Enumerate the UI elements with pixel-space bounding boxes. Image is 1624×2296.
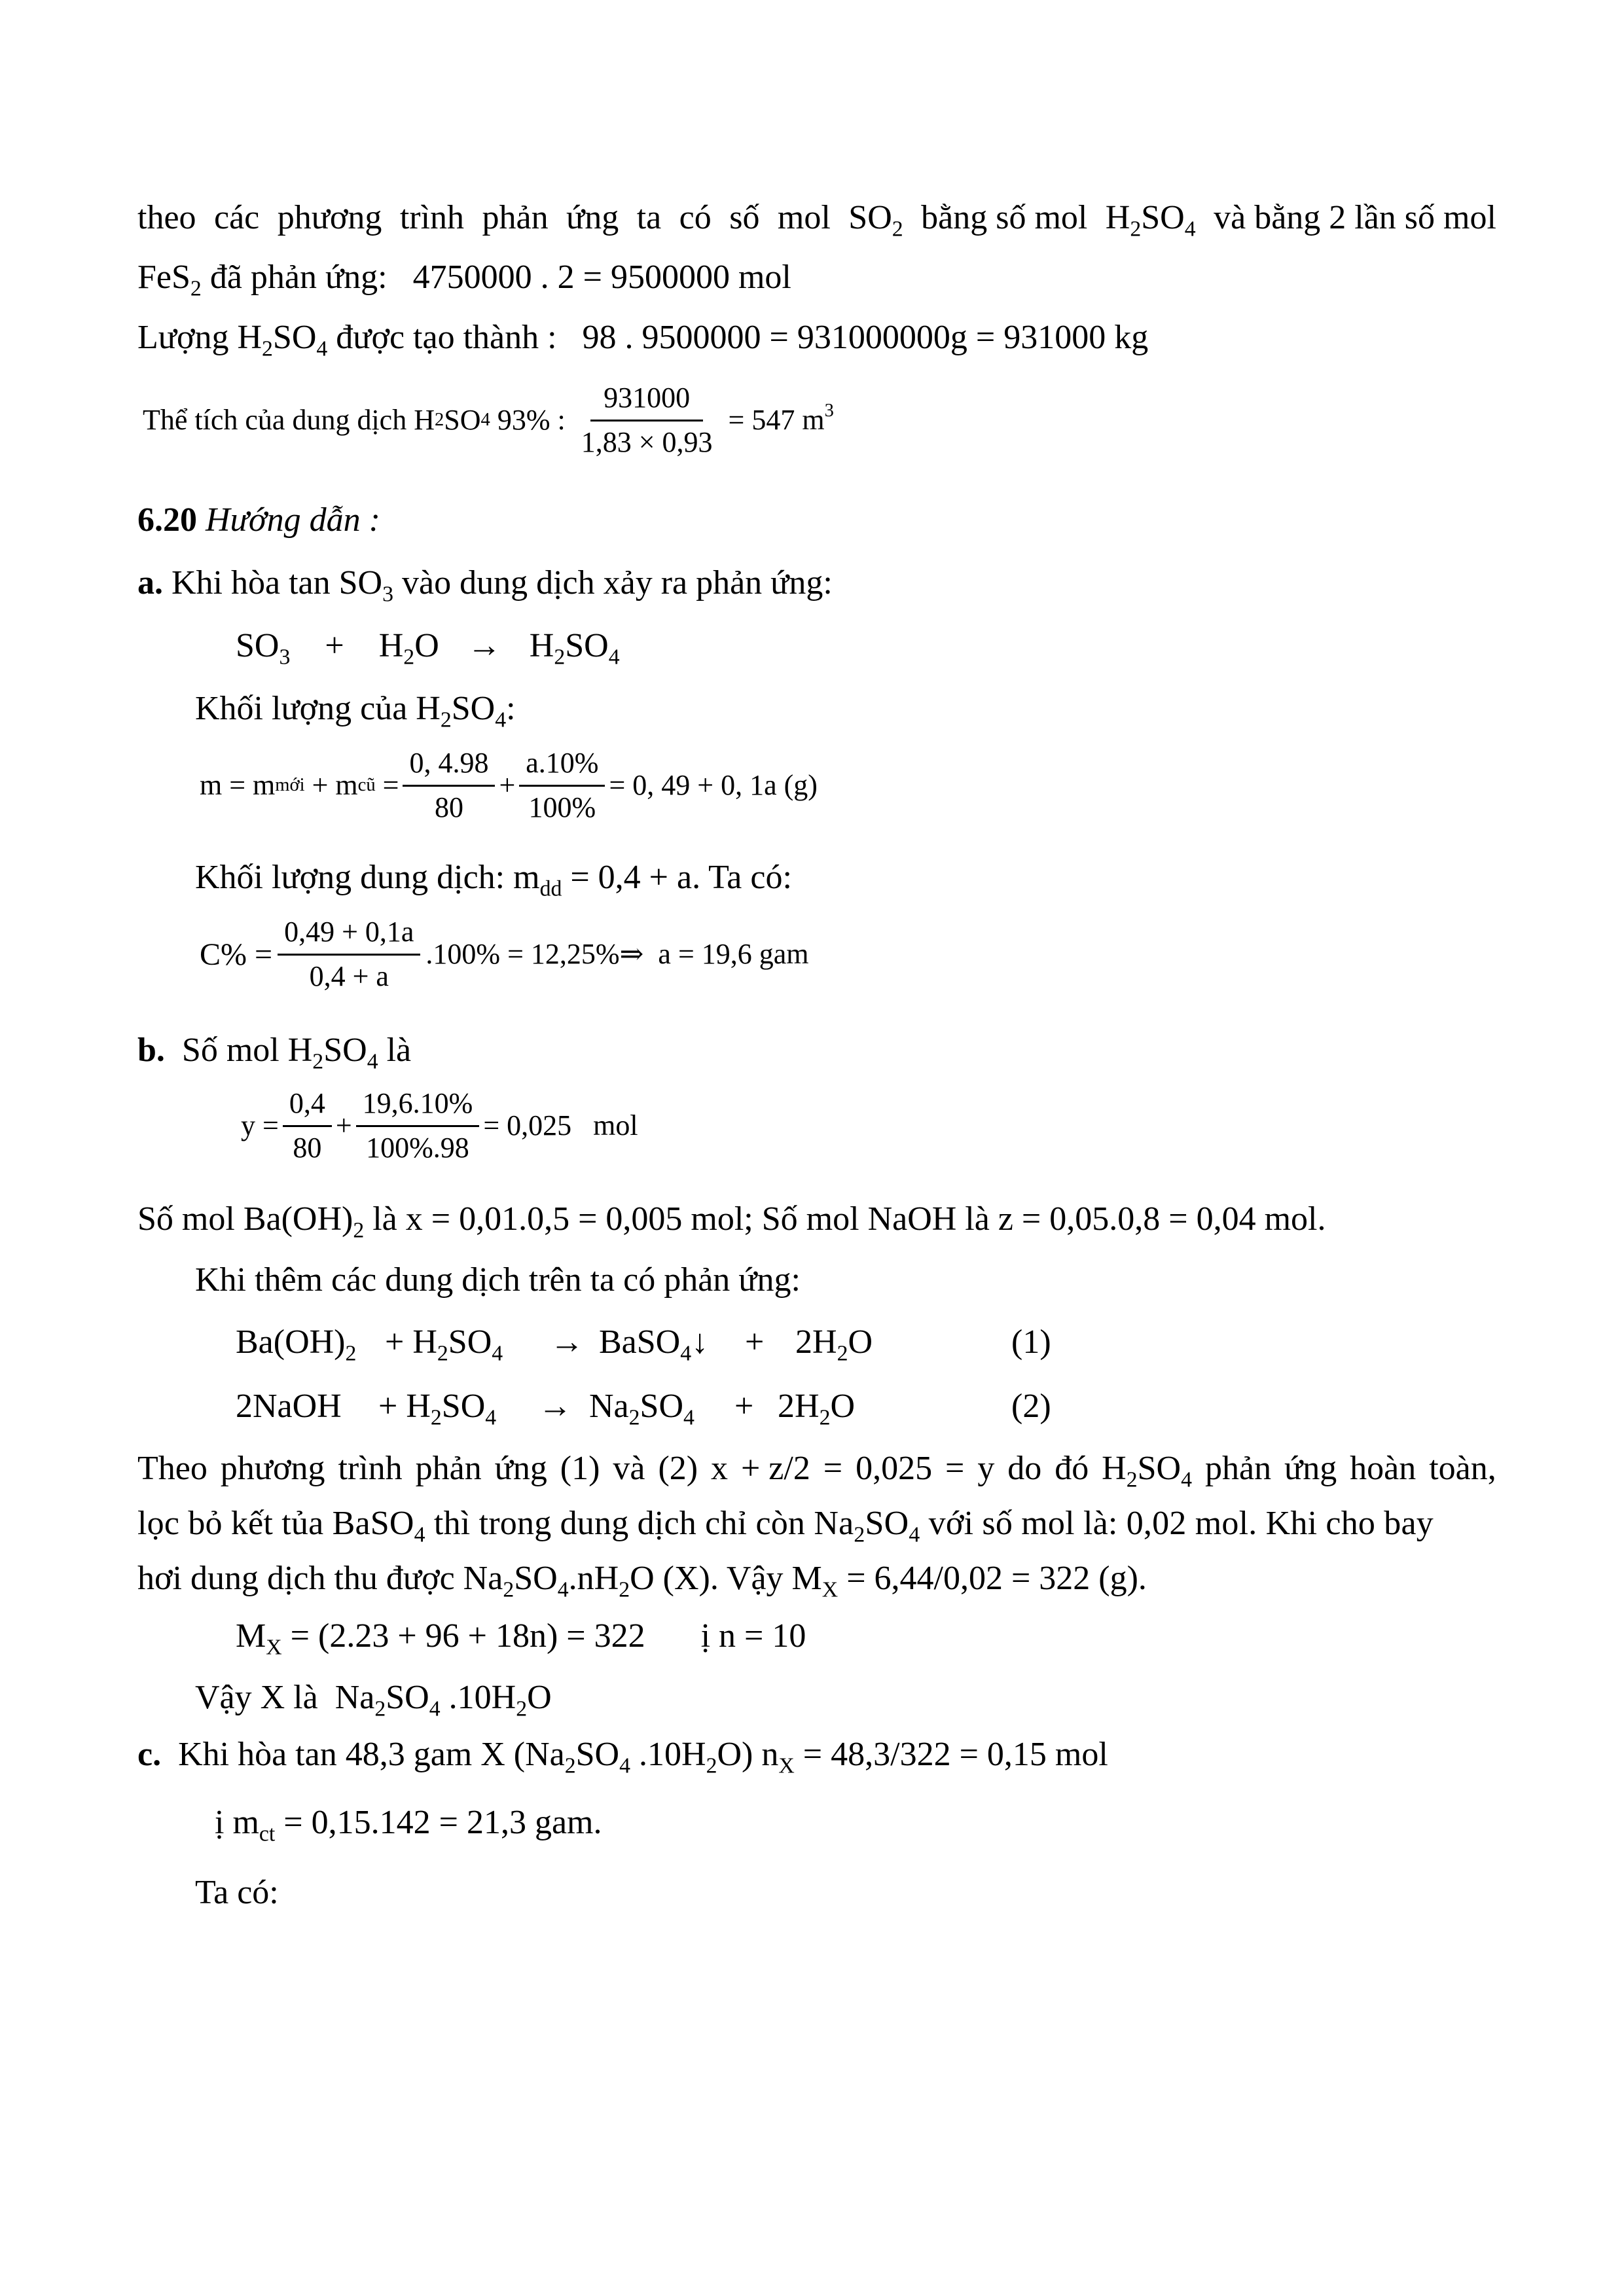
reaction-so3: $SO_3 + H_2O \to H_2SO_4$ <box>236 627 620 670</box>
fraction: $\frac{931000}{1,83 \times 0,93}$ <box>581 382 713 458</box>
word: theo <box>137 199 196 236</box>
line-3: Lượng $H_2SO_4$ được tạo thành : 98 . 9500000 = 931000000g = 931000 kg <box>137 319 1149 361</box>
fraction: $\frac{0,4}{80}$ <box>283 1086 332 1166</box>
mass-heading: Khối lượng của $H_2SO_4$: <box>195 690 516 732</box>
word: trình <box>399 199 465 236</box>
paragraph-line-2: lọc bỏ kết tủa BaSO$_4$ thì trong dung dịch chỉ còn $Na_2SO_4$ với số mol là: 0,02 mol. Khi cho bay <box>137 1505 1434 1547</box>
mct-line: ị $m_{ct} = 0,15.142 = 21,3$ gam. <box>215 1804 602 1846</box>
line-1 <box>137 198 1496 243</box>
fraction: $\frac{0, 4.98}{80}$ <box>403 746 495 825</box>
part-a-intro: a. Khi hòa $\tan SO_3$ vào dung dịch xảy ra phản ứng: <box>137 564 833 607</box>
word: có <box>679 199 712 236</box>
word: các <box>213 199 260 236</box>
word: bằng số mol <box>921 199 1088 236</box>
formula-so2: $SO_2$ <box>848 199 903 242</box>
fraction: $\frac{a.10\%}{100\%}$ <box>519 746 605 825</box>
section-heading: 6.20 Hướng dẫn : <box>137 501 380 539</box>
paragraph-line-1: Theo phương trình phản ứng (1) và (2) x + z/2 = 0,025 = y do đó $H_2SO_4$ phản ứng hoàn toàn, <box>137 1450 1496 1492</box>
reaction-intro: Khi thêm các dung dịch trên ta có phản ứng: <box>195 1261 801 1299</box>
word: số <box>729 199 760 236</box>
mol-baoh2: Số mol $Ba(OH)_2$ là x = 0,01.0,5 = 0,005 mol; Số mol NaOH là z = 0,05.0,8 = 0,04 mol. <box>137 1200 1326 1243</box>
word: ta <box>636 199 662 236</box>
word: ứng <box>566 199 619 236</box>
fraction: $\frac{0,49 + 0,1a}{0,4 + a}$ <box>278 915 420 994</box>
mol-formula: y = $\frac{0,4}{80}$ + $\frac{19,6.10\%}{100\%.98}$ = 0,025 mol <box>241 1086 638 1166</box>
paragraph-line-3: hơi dung dịch thu được $Na_2SO_4.nH_2O$ (X). Vậy $M_X = 6,44/0,02 = 322$ (g). <box>137 1560 1147 1602</box>
solution-mass: Khối lượng dung dịch: $m_{dd} = 0,4 + a$. Ta có: <box>195 859 792 901</box>
volume-formula: Thể tích của dung dịch H 2 SO 4 93% : $\frac{931000}{1,83 \times 0,93}$ = 547 m $^3$ <box>143 381 834 460</box>
line-2: FeS$_2$ đã phản ứng: 4750000 . 2 = 9500000 mol <box>137 259 791 301</box>
word: phản <box>482 199 549 236</box>
part-c-intro: c. Khi hòa tan 48,3 gam X ($Na_2SO_4$ $.10H_2O$) $n_X = 48,3/322 = 0,15$ mol <box>137 1736 1108 1778</box>
word: mol <box>777 199 831 236</box>
conclusion-x: Vậy X là $Na_2SO_4$ $.10H_2O$ <box>195 1679 552 1721</box>
mx-equation: $M_X = (2.23 + 96 + 18n) = 322$ ị n = 10 <box>236 1617 806 1660</box>
part-b-intro: b. Số mol $H_2SO_4$ là <box>137 1031 412 1074</box>
reaction-1: $Ba(OH)_2$ + $H_2SO_4$ → BaSO$_4$↓ + $2H_2O$ (1) <box>236 1323 1051 1366</box>
fraction: $\frac{19,6.10\%}{100\%.98}$ <box>356 1086 480 1166</box>
word: và bằng 2 lần số mol <box>1214 199 1496 236</box>
mass-formula: m = m mới + m cũ = $\frac{0, 4.98}{80}$ + $\frac{a.10\%}{100\%}$ = 0, 49 + 0, 1a (g) <box>200 746 818 825</box>
concentration-formula: C% = $\frac{0,49 + 0,1a}{0,4 + a}$ .100% = 12,25%⇒ a = 19,6 gam <box>200 915 809 994</box>
ta-co: Ta có: <box>195 1874 279 1911</box>
formula-h2so4: $H_2SO_4$ <box>1105 199 1196 242</box>
word: phương <box>277 199 382 236</box>
reaction-2: 2NaOH + $H_2SO_4$ → $Na_2SO_4$ + $2H_2O$ (2) <box>236 1388 1051 1430</box>
